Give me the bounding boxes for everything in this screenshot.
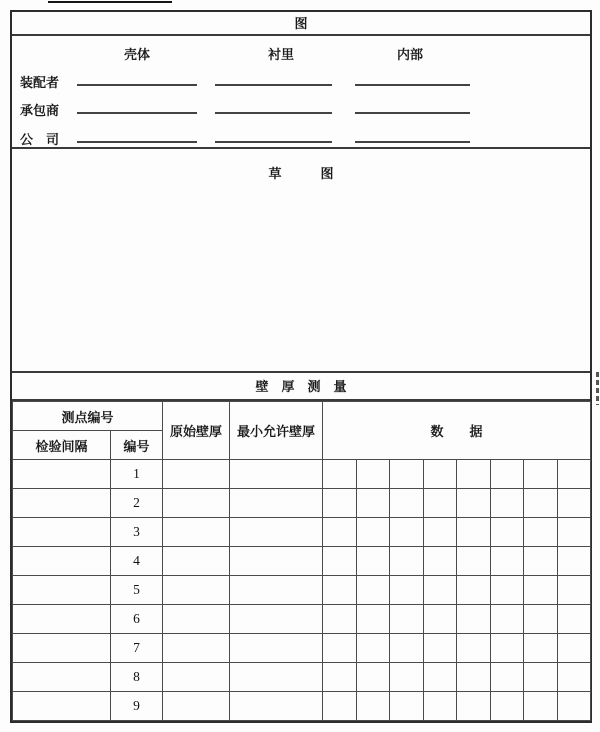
cell-data[interactable]	[323, 692, 357, 721]
point-id-header: 测点编号	[13, 402, 163, 431]
cell-data[interactable]	[490, 489, 524, 518]
cell-row-number: 4	[111, 547, 163, 576]
cell-data[interactable]	[490, 663, 524, 692]
assembler-label: 装配者	[20, 74, 60, 90]
cell-min-thickness[interactable]	[230, 634, 323, 663]
cell-data[interactable]	[490, 547, 524, 576]
cell-row-number: 3	[111, 518, 163, 547]
cell-data[interactable]	[356, 460, 390, 489]
assembler-internal-field[interactable]	[355, 84, 470, 86]
cell-data[interactable]	[390, 605, 424, 634]
cell-data[interactable]	[490, 460, 524, 489]
cell-data[interactable]	[323, 605, 357, 634]
measurement-row	[13, 634, 591, 663]
cell-min-thickness[interactable]	[230, 460, 323, 489]
cell-data[interactable]	[423, 460, 457, 489]
cell-data[interactable]	[423, 605, 457, 634]
measurement-title: 壁 厚 测 量	[255, 379, 347, 395]
cell-data[interactable]	[423, 518, 457, 547]
cell-row-number: 1	[111, 460, 163, 489]
cell-data[interactable]	[557, 663, 591, 692]
cell-row-number: 9	[111, 692, 163, 721]
cell-data[interactable]	[390, 489, 424, 518]
sketch-canvas-area[interactable]	[12, 189, 590, 371]
cell-data[interactable]	[524, 692, 558, 721]
cell-data[interactable]	[557, 605, 591, 634]
shell-column-header: 壳体	[123, 46, 151, 62]
cell-min-thickness[interactable]	[230, 489, 323, 518]
cell-data[interactable]	[323, 547, 357, 576]
cell-inspection-interval[interactable]	[13, 576, 111, 605]
cell-data[interactable]	[524, 605, 558, 634]
cell-inspection-interval[interactable]	[13, 489, 111, 518]
cell-original-thickness[interactable]	[163, 547, 230, 576]
cell-data[interactable]	[390, 663, 424, 692]
measurement-row	[13, 547, 591, 576]
measurement-row	[13, 518, 591, 547]
cell-original-thickness[interactable]	[163, 489, 230, 518]
cell-original-thickness[interactable]	[163, 663, 230, 692]
cell-data[interactable]	[323, 460, 357, 489]
measurement-title-band	[12, 373, 590, 401]
cell-min-thickness[interactable]	[230, 547, 323, 576]
measurement-row	[13, 460, 591, 489]
cell-data[interactable]	[457, 634, 491, 663]
measurement-row	[13, 489, 591, 518]
lining-column-header: 衬里	[267, 46, 295, 62]
cell-data[interactable]	[356, 605, 390, 634]
cell-data[interactable]	[524, 634, 558, 663]
cell-original-thickness[interactable]	[163, 634, 230, 663]
cell-data[interactable]	[356, 663, 390, 692]
measurement-table-header	[13, 402, 591, 460]
diagram-title-row	[12, 12, 590, 36]
cell-row-number: 7	[111, 634, 163, 663]
cell-data[interactable]	[524, 460, 558, 489]
measurement-row	[13, 663, 591, 692]
number-header: 编号	[111, 431, 163, 460]
cell-inspection-interval[interactable]	[13, 692, 111, 721]
cell-inspection-interval[interactable]	[13, 663, 111, 692]
measurement-rows	[13, 460, 591, 721]
cell-min-thickness[interactable]	[230, 576, 323, 605]
cell-row-number: 2	[111, 489, 163, 518]
cell-data[interactable]	[390, 634, 424, 663]
min-thickness-header: 最小允许壁厚	[230, 402, 323, 460]
internal-column-header: 内部	[396, 46, 424, 62]
company-lining-field[interactable]	[215, 141, 332, 143]
cell-data[interactable]	[390, 460, 424, 489]
company-label: 公 司	[20, 131, 60, 147]
data-header: 数 据	[323, 402, 591, 460]
cell-row-number: 5	[111, 576, 163, 605]
cell-data[interactable]	[423, 489, 457, 518]
cell-data[interactable]	[557, 576, 591, 605]
cell-min-thickness[interactable]	[230, 518, 323, 547]
cell-data[interactable]	[524, 489, 558, 518]
cell-data[interactable]	[423, 547, 457, 576]
cell-data[interactable]	[457, 489, 491, 518]
cell-original-thickness[interactable]	[163, 692, 230, 721]
cell-data[interactable]	[524, 518, 558, 547]
cell-data[interactable]	[390, 692, 424, 721]
cell-data[interactable]	[390, 518, 424, 547]
cell-data[interactable]	[490, 605, 524, 634]
cell-data[interactable]	[557, 692, 591, 721]
cell-data[interactable]	[457, 605, 491, 634]
cell-data[interactable]	[557, 489, 591, 518]
cell-data[interactable]	[423, 692, 457, 721]
cell-data[interactable]	[423, 634, 457, 663]
cell-data[interactable]	[356, 634, 390, 663]
cell-data[interactable]	[323, 518, 357, 547]
cell-data[interactable]	[356, 547, 390, 576]
form-outer-box	[10, 10, 592, 723]
cell-data[interactable]	[323, 576, 357, 605]
cell-original-thickness[interactable]	[163, 605, 230, 634]
assembler-lining-field[interactable]	[215, 84, 332, 86]
cell-min-thickness[interactable]	[230, 605, 323, 634]
cell-row-number: 6	[111, 605, 163, 634]
cell-data[interactable]	[390, 576, 424, 605]
sketch-section	[12, 149, 590, 373]
cell-row-number: 8	[111, 663, 163, 692]
top-title-underline	[48, 1, 172, 3]
cell-data[interactable]	[524, 547, 558, 576]
cell-inspection-interval[interactable]	[13, 518, 111, 547]
original-thickness-header: 原始壁厚	[163, 402, 230, 460]
company-shell-field[interactable]	[77, 141, 197, 143]
cell-data[interactable]	[490, 576, 524, 605]
cell-original-thickness[interactable]	[163, 518, 230, 547]
cell-data[interactable]	[557, 634, 591, 663]
cell-data[interactable]	[490, 634, 524, 663]
cell-data[interactable]	[356, 576, 390, 605]
measurement-row	[13, 576, 591, 605]
cell-data[interactable]	[356, 692, 390, 721]
scan-artifact-mark	[596, 372, 599, 405]
inspection-interval-header: 检验间隔	[13, 431, 111, 460]
cell-data[interactable]	[423, 663, 457, 692]
cell-original-thickness[interactable]	[163, 460, 230, 489]
cell-inspection-interval[interactable]	[13, 634, 111, 663]
company-internal-field[interactable]	[355, 141, 470, 143]
cell-inspection-interval[interactable]	[13, 605, 111, 634]
parties-section	[12, 36, 590, 149]
cell-data[interactable]	[390, 547, 424, 576]
cell-data[interactable]	[323, 663, 357, 692]
cell-data[interactable]	[524, 576, 558, 605]
cell-data[interactable]	[356, 489, 390, 518]
measurement-row	[13, 692, 591, 721]
cell-data[interactable]	[457, 576, 491, 605]
cell-data[interactable]	[457, 692, 491, 721]
sketch-title: 草 图	[268, 165, 334, 181]
cell-data[interactable]	[557, 460, 591, 489]
cell-data[interactable]	[457, 663, 491, 692]
cell-data[interactable]	[457, 460, 491, 489]
measurement-row	[13, 605, 591, 634]
cell-inspection-interval[interactable]	[13, 547, 111, 576]
cell-data[interactable]	[490, 518, 524, 547]
cell-original-thickness[interactable]	[163, 576, 230, 605]
measurement-table	[12, 401, 591, 721]
cell-data[interactable]	[557, 547, 591, 576]
contractor-lining-field[interactable]	[215, 112, 332, 114]
cell-data[interactable]	[457, 518, 491, 547]
cell-data[interactable]	[490, 692, 524, 721]
contractor-internal-field[interactable]	[355, 112, 470, 114]
contractor-label: 承包商	[20, 102, 60, 118]
cell-data[interactable]	[323, 489, 357, 518]
cell-inspection-interval[interactable]	[13, 460, 111, 489]
cell-min-thickness[interactable]	[230, 692, 323, 721]
cell-data[interactable]	[524, 663, 558, 692]
cell-data[interactable]	[423, 576, 457, 605]
cell-data[interactable]	[323, 634, 357, 663]
contractor-shell-field[interactable]	[77, 112, 197, 114]
diagram-title: 图	[294, 16, 308, 32]
cell-data[interactable]	[557, 518, 591, 547]
cell-min-thickness[interactable]	[230, 663, 323, 692]
cell-data[interactable]	[457, 547, 491, 576]
cell-data[interactable]	[356, 518, 390, 547]
assembler-shell-field[interactable]	[77, 84, 197, 86]
